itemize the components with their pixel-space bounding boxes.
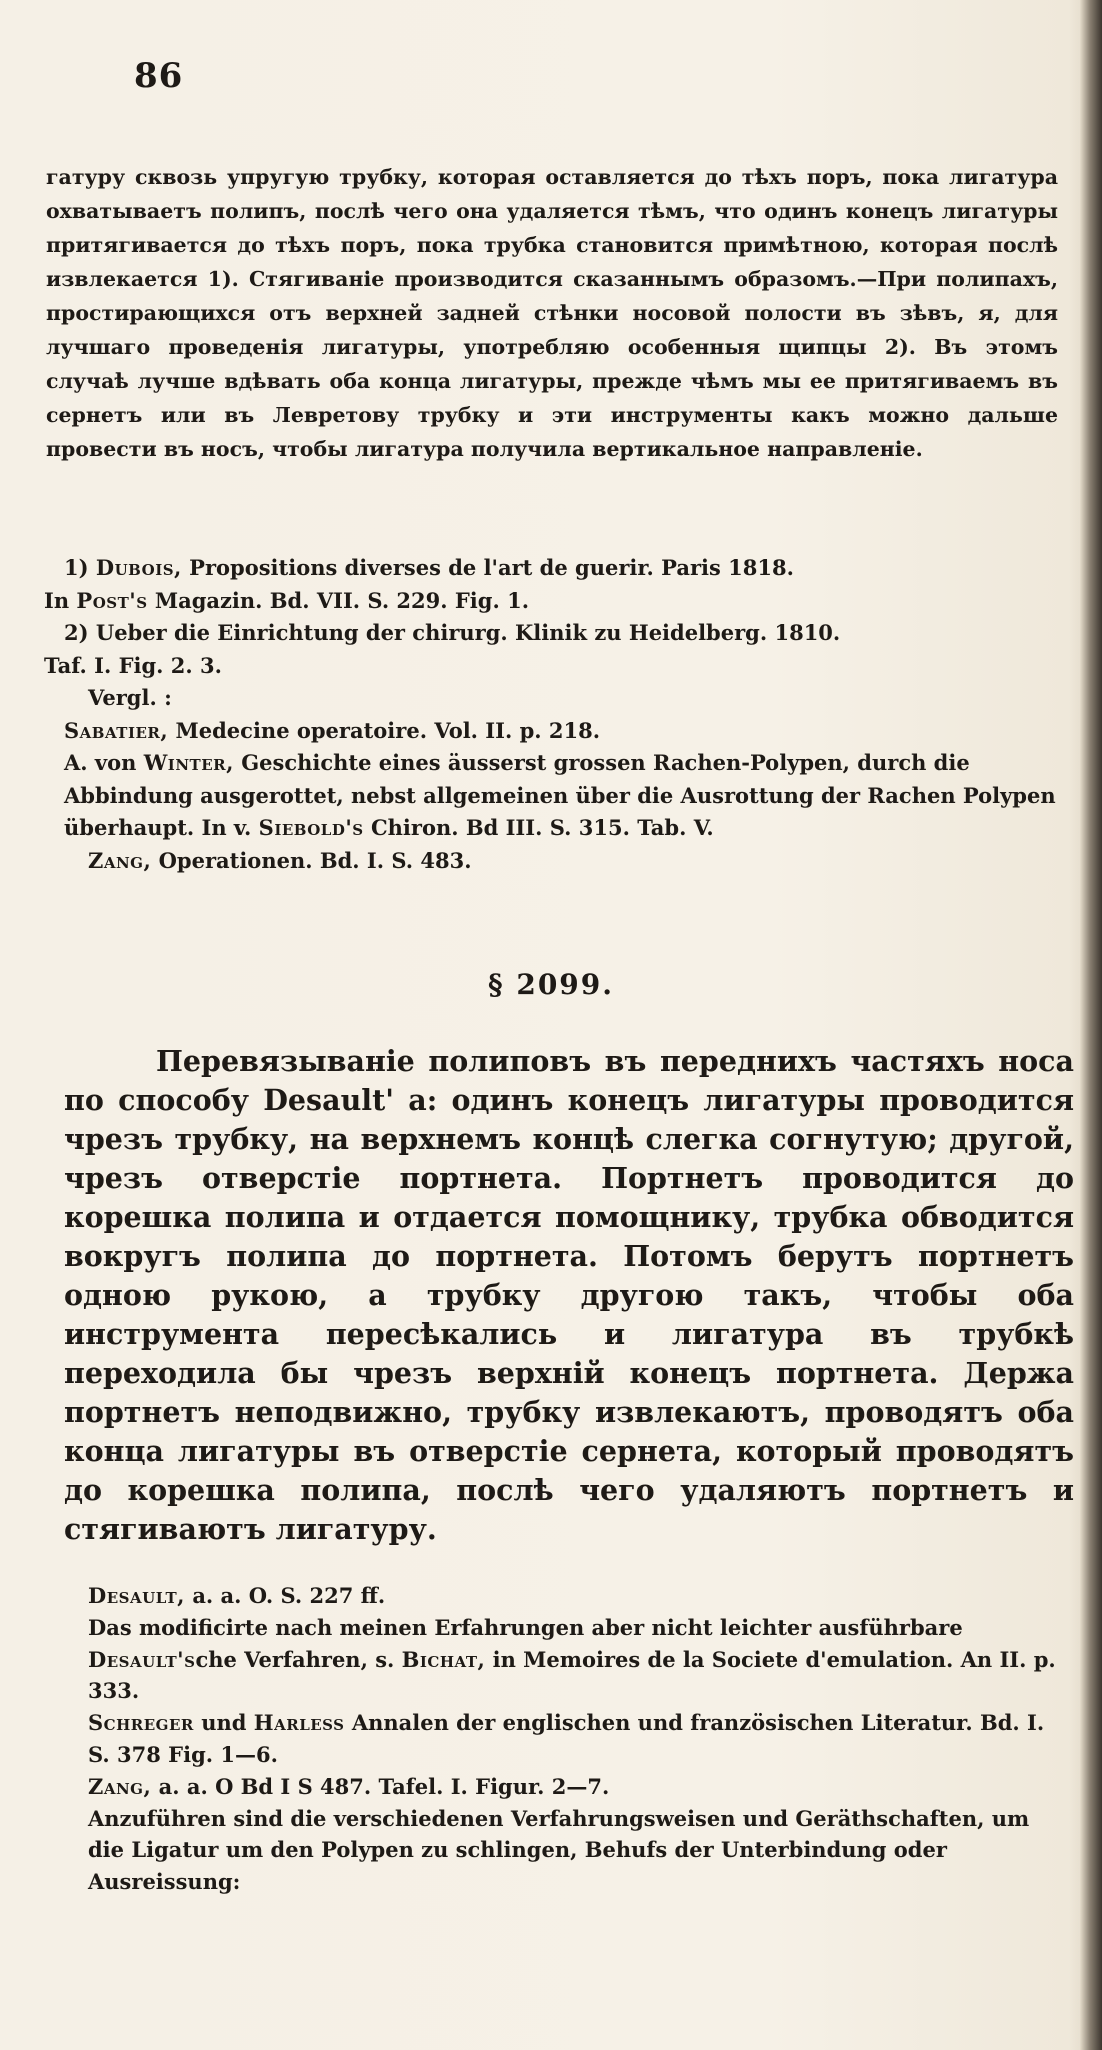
reference-sabatier xyxy=(44,715,1060,748)
footnote-text: Ueber die Einrichtung der chirurg. Klinik zu Heidelberg. 1810. xyxy=(95,620,841,645)
reference-text: Annalen der englischen und französischen Literatur. Bd. I. S. 378 Fig. 1—6. xyxy=(88,1710,1045,1767)
reference-text: a. a. O Bd I S 487. Tafel. I. Figur. 2—7. xyxy=(158,1773,610,1799)
section-heading: § 2099. xyxy=(487,968,615,1001)
body-paragraph-1: гатуру сквозь упругую трубку, которая оставляется до тѣхъ поръ, пока лигатура охватываетъ полипъ, послѣ чего она удаляется тѣмъ, что одинъ конецъ лигатуры притягивается до тѣхъ поръ, пока трубка становится примѣтною, которая послѣ извлекается 1). Стягиванiе производится сказаннымъ образомъ.—При полипахъ, простирающихся отъ верхней задней стѣнки носовой полости въ зѣвъ, я, для лучшаго проведенiя лигатуры, употребляю особенныя щипцы 2). Въ этомъ случаѣ лучше вдѣвать оба конца лигатуры, прежде чѣмъ мы ее притягиваемъ въ сернетъ или въ Левретову трубку и эти инструменты какъ можно дальше провести въ носъ, чтобы лигатура получила вертикальное направленiе. xyxy=(46,165,1058,461)
footnote-text: Magazin. Bd. VII. S. 229. Fig. 1. xyxy=(154,587,530,613)
author-name: Bichat, xyxy=(401,1646,486,1672)
reference-text: A. von xyxy=(64,750,137,775)
footnote-1 xyxy=(44,552,1060,585)
reference-text: Das modificirte nach meinen Erfahrungen aber nicht leichter ausführbare xyxy=(88,1614,963,1640)
reference-text: Geschichte eines äusserst grossen Rachen-Polypen, durch die Abbindung ausgerottet, nebst allgemeinen über die Ausrottung der Rachen Polypen überhaupt. In v. xyxy=(64,750,1056,840)
footnotes-block-1 xyxy=(44,552,1060,877)
author-name: Zang, xyxy=(88,1773,152,1799)
footnote-marker: 2) xyxy=(64,620,89,645)
author-name: Winter, xyxy=(143,750,234,775)
reference-text: und xyxy=(201,1710,247,1736)
reference-text: Operationen. Bd. I. S. 483. xyxy=(158,847,472,873)
page-number: 86 xyxy=(134,56,184,96)
footnote-text: Propositions diverses de l'art de guerir. Paris 1818. xyxy=(189,555,794,580)
reference-schreger xyxy=(44,1707,1060,1771)
reference-desault xyxy=(44,1580,1060,1612)
reference-text: Chiron. Bd III. S. 315. Tab. V. xyxy=(370,815,714,840)
author-name: Desault's xyxy=(88,1646,196,1672)
author-name: Schreger xyxy=(88,1710,194,1736)
author-name: Dubois, xyxy=(95,555,182,580)
author-name: Zang, xyxy=(88,847,152,873)
footnote-marker: 1) xyxy=(64,555,89,580)
closing-note: Anzuführen sind die verschiedenen Verfahrungsweisen und Geräthschaften, um die Ligatur um den Polypen zu schlingen, Behufs der Unterbindung oder Ausreissung: xyxy=(88,1805,1030,1895)
author-name: Harless xyxy=(253,1710,345,1736)
footnote-text: In xyxy=(44,587,70,613)
author-name: Siebold's xyxy=(258,815,364,840)
footnote-2 xyxy=(44,617,1060,650)
reference-text: in Memoires de la Societe d'emulation. An II. p. 333. xyxy=(88,1646,1056,1704)
reference-text: a. a. O. S. 227 ff. xyxy=(192,1583,386,1608)
vergl-label: Vergl. : xyxy=(88,685,172,710)
reference-winter xyxy=(44,747,1060,845)
reference-text: Medecine operatoire. Vol. II. p. 218. xyxy=(175,717,601,743)
author-name: Desault, xyxy=(88,1583,185,1608)
footnotes-block-2 xyxy=(44,1580,1060,1898)
author-name: Sabatier, xyxy=(64,717,169,743)
author-name: Post's xyxy=(76,587,148,613)
reference-zang-2 xyxy=(44,1771,1060,1803)
reference-zang xyxy=(44,845,1060,878)
page-edge xyxy=(1080,0,1102,2050)
reference-text: che Verfahren, s. xyxy=(195,1646,395,1672)
reference-modified xyxy=(44,1612,1060,1707)
footnote-1-continuation xyxy=(44,585,1060,618)
body-paragraph-2: Перевязыванiе полиповъ въ переднихъ частяхъ носа по способу Desault' а: одинъ конецъ лигатуры проводится чрезъ трубку, на верхнемъ концѣ слегка согнутую; другой, чрезъ отверстiе портнета. Портнетъ проводится до корешка полипа и отдается помощнику, трубка обводится вокругъ полипа до портнета. Потомъ берутъ портнетъ одною рукою, а трубку другою такъ, чтобы оба инструмента пересѣкались и лигатура въ трубкѣ переходила бы чрезъ верхнiй конецъ портнета. Держа портнетъ неподвижно, трубку извлекаютъ, проводятъ оба конца лигатуры въ отверстiе сернета, который проводятъ до корешка полипа, послѣ чего удаляютъ портнетъ и стягиваютъ лигатуру. xyxy=(64,1044,1074,1546)
footnote-2-continuation: Taf. I. Fig. 2. 3. xyxy=(44,652,222,678)
